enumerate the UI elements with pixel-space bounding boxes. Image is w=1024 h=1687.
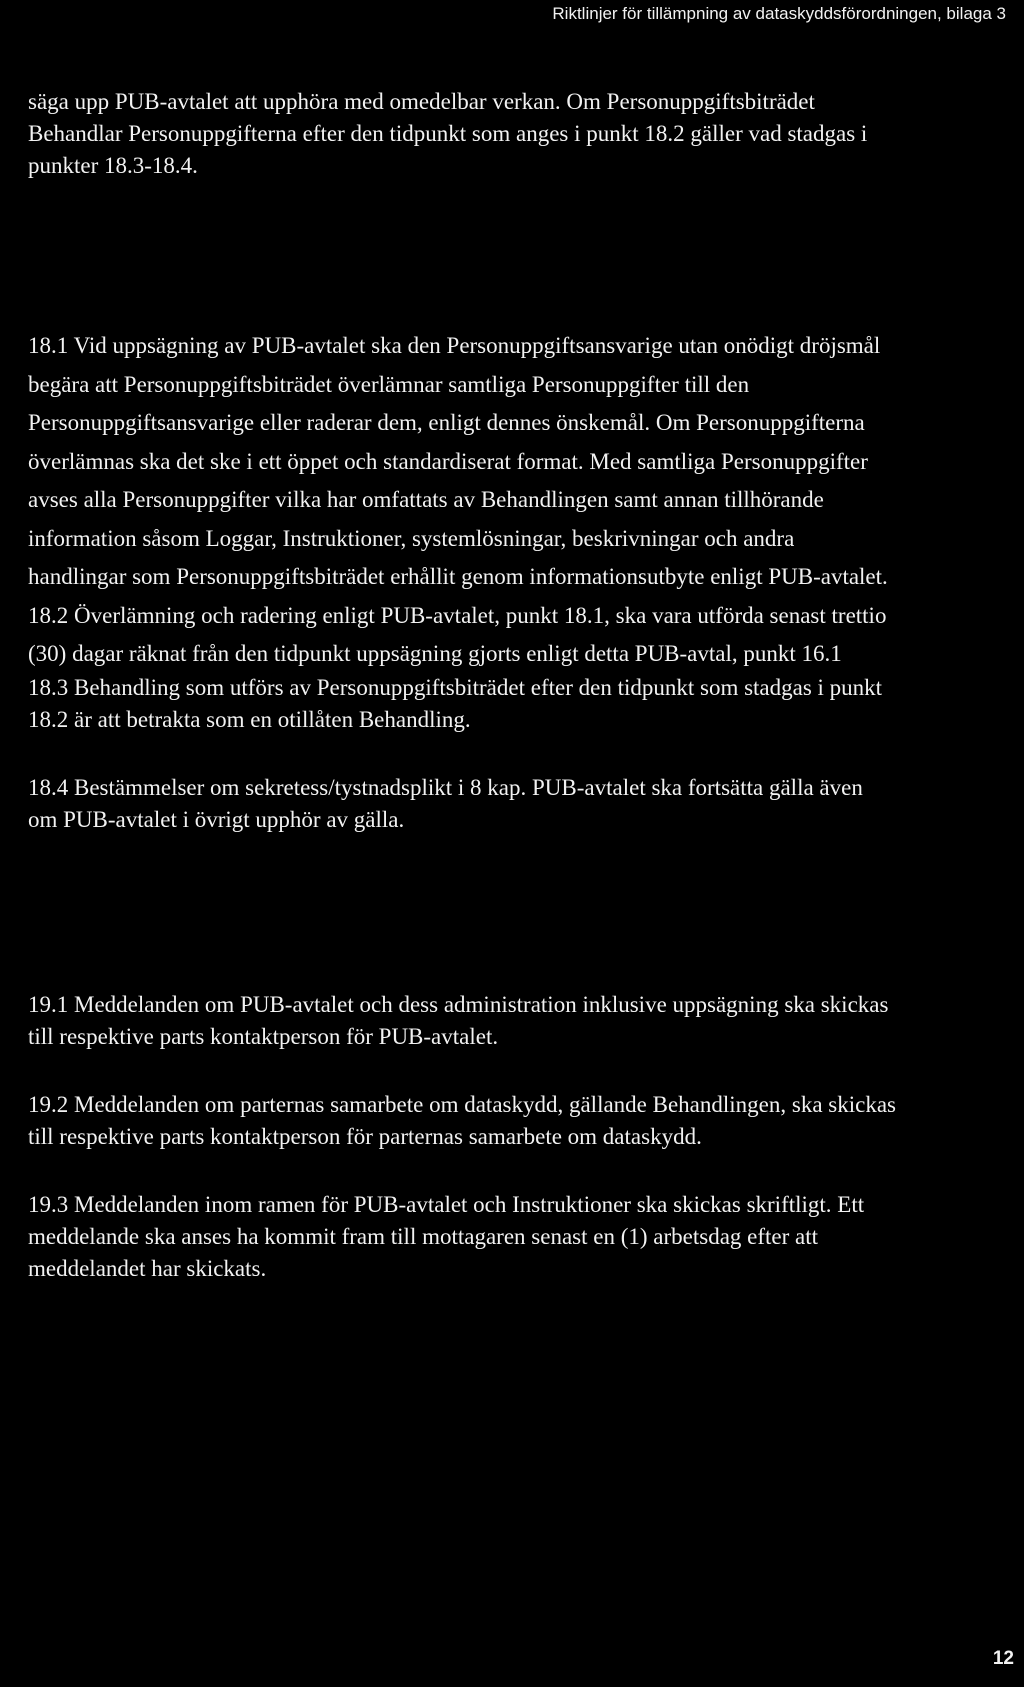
text-line: begära att Personuppgiftsbiträdet överlämnar samtliga Personuppgifter till den [28, 371, 750, 397]
text-line: punkter 18.3-18.4. [28, 153, 198, 178]
text-line: 18.2 Överlämning och radering enligt PUB-avtalet, punkt 18.1, ska vara utförda senast trettio [28, 602, 887, 628]
text-line: handlingar som Personuppgiftsbiträdet erhållit genom informationsutbyte enligt PUB-avtalet. [28, 564, 888, 589]
text-line: avses alla Personuppgifter vilka har omfattats av Behandlingen samt annan tillhörande [28, 487, 824, 512]
paragraph-19-1 [28, 989, 1023, 1053]
text-line: överlämnas ska det ske i ett öppet och standardiserat format. Med samtliga Personuppgifter [28, 448, 868, 474]
text-line: Personuppgiftsansvarige eller raderar dem, enligt dennes önskemål. Om Personuppgifterna [28, 410, 865, 435]
text-line: 19.2 Meddelanden om parternas samarbete om dataskydd, gällande Behandlingen, ska skickas [28, 1092, 896, 1117]
paragraph-18-4 [28, 772, 1023, 836]
text-line: säga upp PUB-avtalet att upphöra med omedelbar verkan. Om Personuppgiftsbiträdet [28, 89, 815, 114]
paragraph-18-1 [28, 327, 1023, 674]
text-line: 19.3 Meddelanden inom ramen för PUB-avtalet och Instruktioner ska skickas skriftligt. Ett [28, 1192, 865, 1217]
text-line: om PUB-avtalet i övrigt upphör av gälla. [28, 807, 405, 832]
text-line: (30) dagar räknat från den tidpunkt uppsägning gjorts enligt detta PUB-avtal, punkt 16.1 [28, 641, 842, 666]
text-line: till respektive parts kontaktperson för PUB-avtalet. [28, 1024, 499, 1049]
text-line: information såsom Loggar, Instruktioner, systemlösningar, beskrivningar och andra [28, 525, 795, 551]
paragraph-termination-intro [28, 86, 1023, 182]
text-line: till respektive parts kontaktperson för parternas samarbete om dataskydd. [28, 1124, 702, 1149]
paragraph-19-2 [28, 1089, 1023, 1153]
text-line: 19.1 Meddelanden om PUB-avtalet och dess administration inklusive uppsägning ska skickas [28, 992, 889, 1017]
text-line: 18.3 Behandling som utförs av Personuppgiftsbiträdet efter den tidpunkt som stadgas i punkt [28, 675, 883, 700]
running-header: Riktlinjer för tillämpning av dataskyddsförordningen, bilaga 3 [552, 4, 1006, 23]
text-line: Behandlar Personuppgifterna efter den tidpunkt som anges i punkt 18.2 gäller vad stadgas i [28, 121, 868, 146]
text-line: meddelandet har skickats. [28, 1256, 267, 1281]
text-line: 18.4 Bestämmelser om sekretess/tystnadsplikt i 8 kap. PUB-avtalet ska fortsätta gälla även [28, 775, 863, 800]
text-line: meddelande ska anses ha kommit fram till mottagaren senast en (1) arbetsdag efter att [28, 1224, 819, 1249]
text-line: 18.2 är att betrakta som en otillåten Behandling. [28, 707, 471, 732]
paragraph-18-3 [28, 672, 1023, 736]
paragraph-19-3 [28, 1189, 1023, 1285]
text-line: 18.1 Vid uppsägning av PUB-avtalet ska den Personuppgiftsansvarige utan onödigt dröjsmål [28, 333, 881, 358]
page-number: 12 [992, 1648, 1014, 1669]
